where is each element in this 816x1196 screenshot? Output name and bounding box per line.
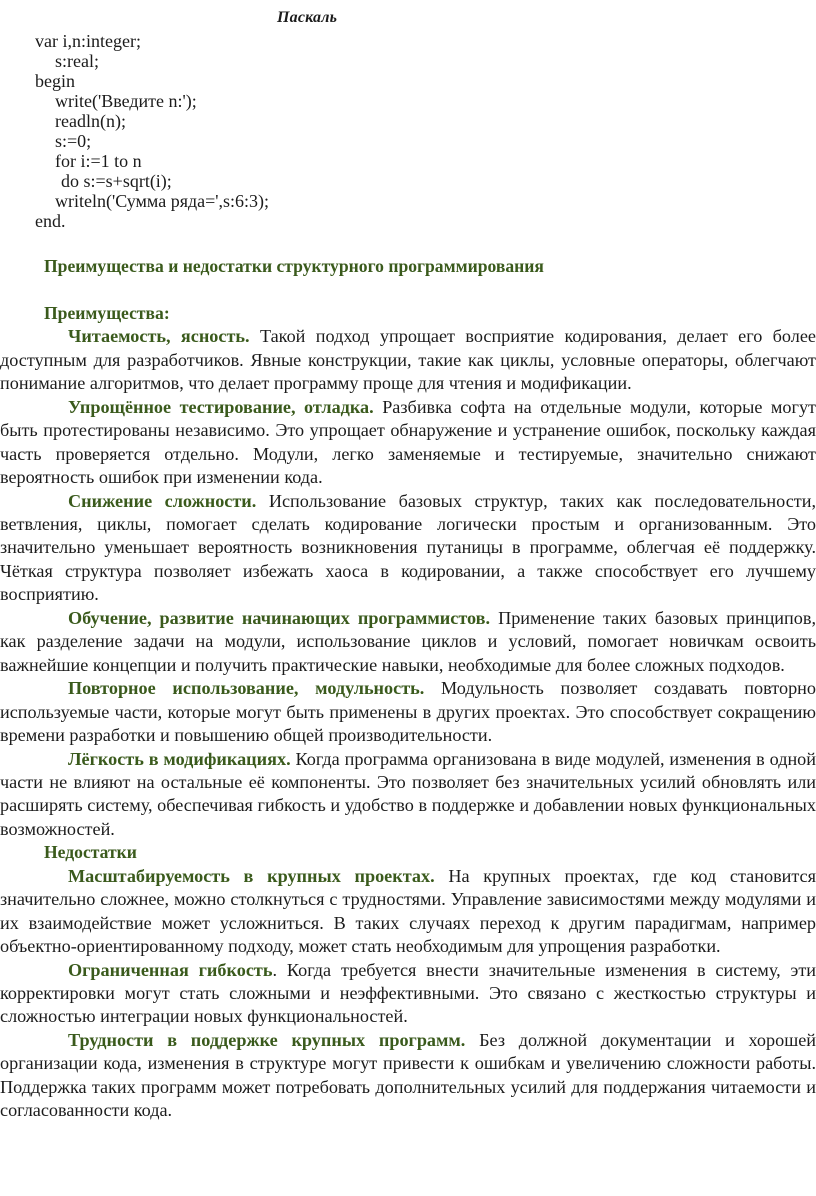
list-item [0,490,816,607]
code-line: begin [35,71,75,91]
list-item [0,865,816,959]
disadvantages-heading: Недостатки [44,842,137,863]
item-term: Трудности в поддержке крупных программ. [68,1029,466,1050]
code-line: do s:=s+sqrt(i); [61,171,172,191]
item-text: . Когда требуется внести значительные изменения в систему, эти корректировки могут стать сложными и неэффективными. Это связано с жесткостью структуры и сложностью интеграции новых функциональностей. [0,959,816,1027]
item-term: Упрощённое тестирование, отладка. [68,396,374,417]
list-item [0,325,816,395]
item-term: Масштабируемость в крупных проектах. [68,865,435,886]
item-text: Модульность позволяет создавать повторно используемые части, которые могут быть применены в других проектах. Это способствует сокращению времени разработки и повышению общей производительности. [0,678,816,746]
list-item [0,748,816,842]
document-body [0,255,816,1123]
code-line: s:real; [55,51,99,71]
item-term: Снижение сложности. [68,490,257,511]
code-line: readln(n); [55,111,126,131]
code-line: s:=0; [55,131,92,151]
item-text: Без должной документации и хорошей организации кода, изменения в структуре могут привести к ошибкам и увеличению сложности работы. Поддержка таких программ может потребовать дополнительных усилий для поддержания читаемости и согласованности кода. [0,1029,816,1121]
item-text: На крупных проектах, где код становится значительно сложнее, можно столкнуться с трудностями. Управление зависимостями между модулями и их взаимодействие может усложниться. В таких случаях переход к другим парадигмам, например объектно-ориентированному подходу, может стать необходимым для упрощения разработки. [0,865,816,957]
item-term: Лёгкость в модификациях. [68,748,291,769]
item-term: Повторное использование, модульность. [68,678,425,699]
code-sample [0,0,816,232]
item-text: Применение таких базовых принципов, как разделение задачи на модули, использование циклов и условий, помогает новичкам освоить важнейшие концепции и получить практические навыки, необходимые для более сложных подходов. [0,607,816,675]
item-text: Такой подход упрощает восприятие кодирования, делает его более доступным для разработчиков. Явные конструкции, такие как циклы, условные операторы, облегчают понимание алгоритмов, что делает программу проще для чтения и модификации. [0,326,816,394]
item-term: Читаемость, ясность. [68,326,250,347]
item-term: Ограниченная гибкость [68,959,273,980]
list-item [0,677,816,747]
code-line: for i:=1 to n [55,151,142,171]
item-text: Когда программа организована в виде модулей, изменения в одной части не влияют на остальные её компоненты. Это позволяет без значительных усилий обновлять или расширять систему, обеспечивая гибкость и удобство в поддержке и добавлении новых функциональных возможностей. [0,748,816,839]
list-item [0,396,816,490]
list-item [0,1029,816,1123]
code-line: var i,n:integer; [35,31,141,51]
code-line: end. [35,211,66,231]
advantages-heading: Преимущества: [44,302,170,323]
code-line: writeln('Сумма ряда=',s:6:3); [55,191,270,211]
section-title: Преимущества и недостатки структурного программирования [44,256,544,276]
list-item [0,959,816,1029]
item-text: Разбивка софта на отдельные модули, которые могут быть протестированы независимо. Это упрощает обнаружение и устранение ошибок, поскольку каждая часть проверяется отдельно. Модули, легко заменяемые и тестируемые, значительно снижают вероятность ошибок при изменении кода. [0,396,816,488]
list-item [0,607,816,677]
code-title: Паскаль [277,9,338,26]
code-line: write('Введите n:'); [55,91,197,111]
item-text: Использование базовых структур, таких как последовательности, ветвления, циклы, помогает сделать кодирование логически простым и организованным. Это значительно уменьшает вероятность возникновения путаницы в программе, облегчая её поддержку. Чёткая структура позволяет избежать хаоса в кодировании, а также способствует его лучшему восприятию. [0,490,816,605]
item-term: Обучение, развитие начинающих программистов. [68,607,491,628]
